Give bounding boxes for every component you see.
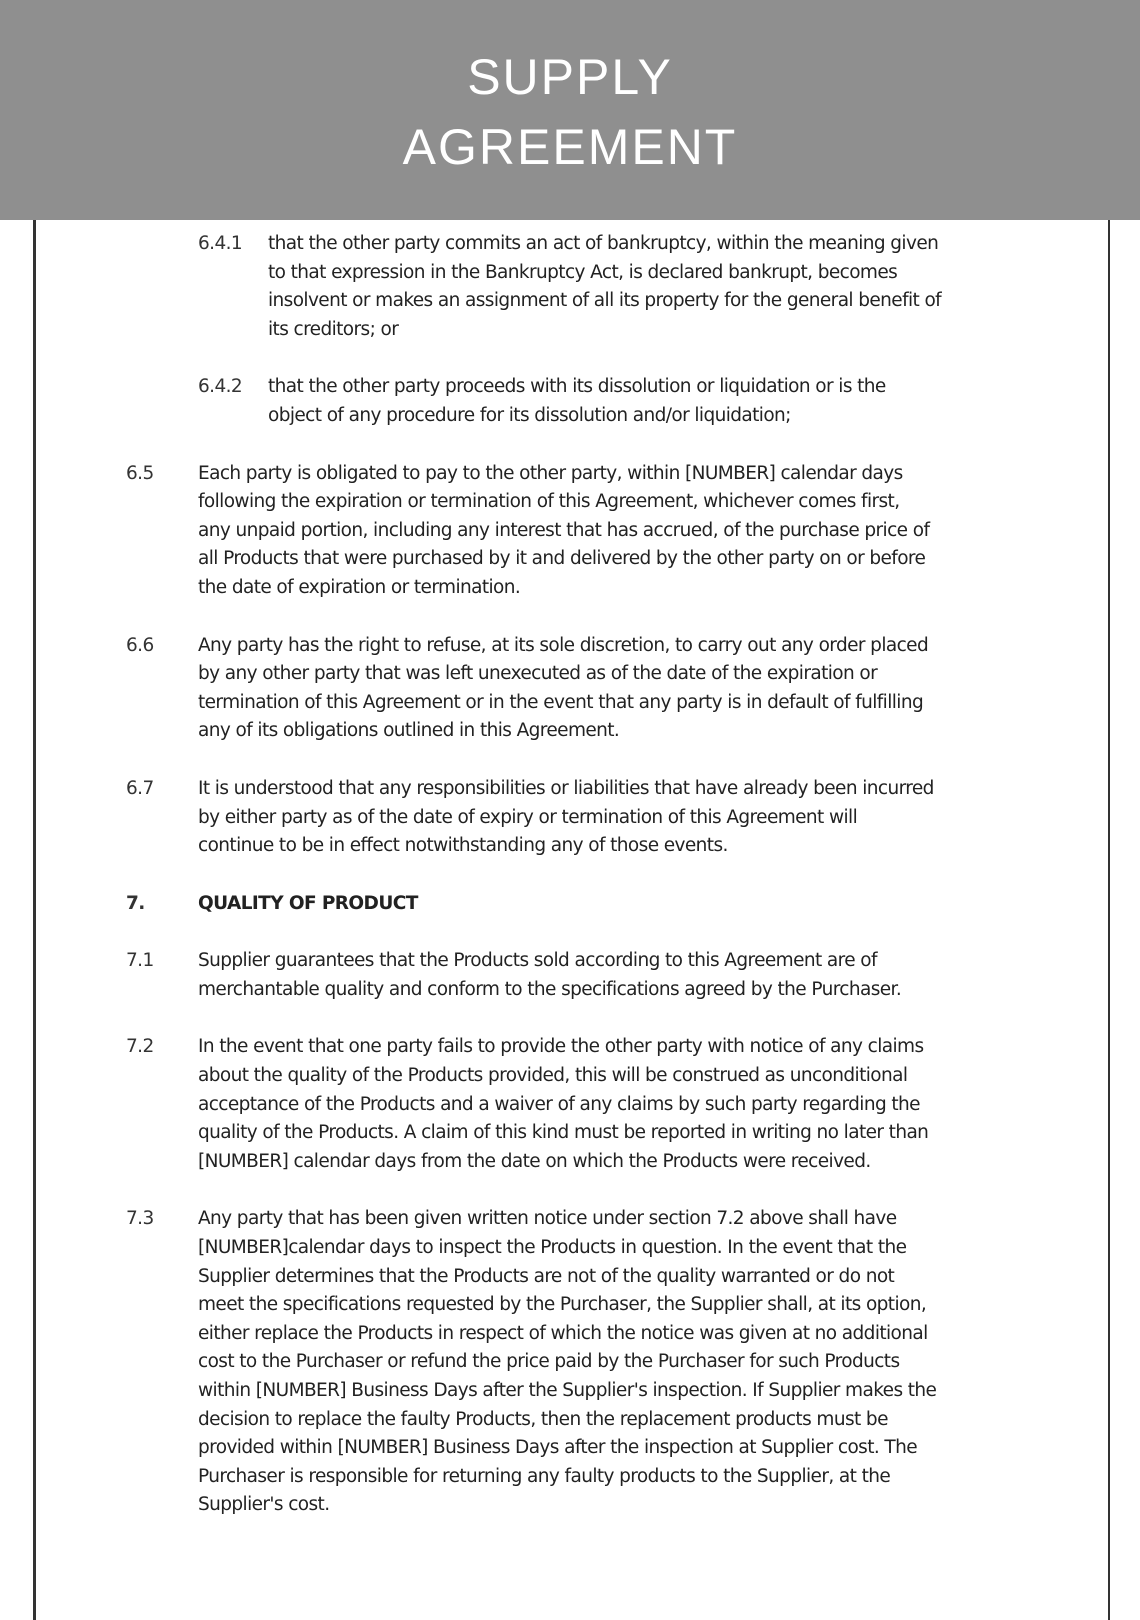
clause xyxy=(0,775,1140,861)
text-line: merchantable quality and conform to the specifications agreed by the Purchaser. xyxy=(198,978,902,1000)
text-line: Supplier determines that the Products are not of the quality warranted or do not xyxy=(198,1265,895,1287)
text-line: the date of expiration or termination. xyxy=(198,576,521,598)
text-line: QUALITY OF PRODUCT xyxy=(198,892,418,914)
text-line: meet the specifications requested by the Purchaser, the Supplier shall, at its option, xyxy=(198,1294,927,1316)
text-line: to that expression in the Bankruptcy Act, is declared bankrupt, becomes xyxy=(268,261,898,283)
section-heading xyxy=(0,890,1140,919)
clause-text xyxy=(198,947,1140,1004)
clause-text xyxy=(198,890,1140,919)
text-line: that the other party proceeds with its dissolution or liquidation or is the xyxy=(268,376,886,398)
text-line: Each party is obligated to pay to the other party, within [NUMBER] calendar days xyxy=(198,462,903,484)
clause-number: 7.2 xyxy=(126,1036,154,1058)
clause xyxy=(0,1205,1140,1520)
text-line: It is understood that any responsibilities or liabilities that have already been incurred xyxy=(198,777,934,799)
text-line: termination of this Agreement or in the event that any party is in default of fulfilling xyxy=(198,691,924,713)
text-line: Supplier guarantees that the Products sold according to this Agreement are of xyxy=(198,950,877,972)
text-line: quality of the Products. A claim of this kind must be reported in writing no later than xyxy=(198,1122,929,1144)
title-line-1: SUPPLY xyxy=(467,49,673,105)
text-line: any of its obligations outlined in this Agreement. xyxy=(198,720,620,742)
clause-number: 6.4.1 xyxy=(198,233,243,254)
clause-text xyxy=(198,775,1140,861)
text-line: Purchaser is responsible for returning any faulty products to the Supplier, at the xyxy=(198,1465,891,1487)
clause-number: 6.4.2 xyxy=(198,376,243,398)
clause-number: 7.3 xyxy=(126,1208,154,1230)
text-line: following the expiration or termination of this Agreement, whichever comes first, xyxy=(198,491,900,513)
text-line: its creditors; or xyxy=(268,318,399,340)
text-line: object of any procedure for its dissolution and/or liquidation; xyxy=(268,404,791,426)
clause xyxy=(0,1033,1140,1176)
document-body xyxy=(0,230,1140,1549)
clause-number: 6.5 xyxy=(126,462,154,484)
text-line: [NUMBER] calendar days from the date on which the Products were received. xyxy=(198,1150,871,1172)
clause-text xyxy=(198,1033,1140,1176)
text-line: by either party as of the date of expiry or termination of this Agreement will xyxy=(198,806,858,828)
title-banner xyxy=(0,0,1140,220)
clause xyxy=(0,460,1140,603)
clause-text xyxy=(198,632,1140,746)
clause-text xyxy=(198,1205,1140,1520)
clause-number: 7. xyxy=(126,892,145,914)
title-line-2: AGREEMENT xyxy=(402,119,738,175)
clause-number: 6.6 xyxy=(126,634,154,656)
text-line: either replace the Products in respect of which the notice was given at no additional xyxy=(198,1322,928,1344)
clause-number: 7.1 xyxy=(126,950,154,972)
clause xyxy=(0,632,1140,746)
clause xyxy=(0,947,1140,1004)
text-line: decision to replace the faulty Products, then the replacement products must be xyxy=(198,1408,888,1430)
clause-number: 6.7 xyxy=(126,777,154,799)
clause xyxy=(0,373,1140,430)
text-line: cost to the Purchaser or refund the price paid by the Purchaser for such Products xyxy=(198,1351,900,1373)
text-line: acceptance of the Products and a waiver of any claims by such party regarding the xyxy=(198,1093,920,1115)
text-line: Any party that has been given written notice under section 7.2 above shall have xyxy=(198,1208,897,1230)
text-line: by any other party that was left unexecuted as of the date of the expiration or xyxy=(198,663,878,685)
clause-text xyxy=(198,460,1140,603)
text-line: In the event that one party fails to provide the other party with notice of any claims xyxy=(198,1036,924,1058)
text-line: about the quality of the Products provided, this will be construed as unconditional xyxy=(198,1065,908,1087)
text-line: continue to be in effect notwithstanding any of those events. xyxy=(198,835,728,857)
text-line: Supplier's cost. xyxy=(198,1494,330,1516)
text-line: all Products that were purchased by it and delivered by the other party on or before xyxy=(198,548,926,570)
text-line: provided within [NUMBER] Business Days after the inspection at Supplier cost. The xyxy=(198,1437,918,1459)
clause-text xyxy=(268,373,1140,430)
text-line: that the other party commits an act of bankruptcy, within the meaning given xyxy=(268,233,939,254)
text-line: [NUMBER]calendar days to inspect the Products in question. In the event that the xyxy=(198,1237,907,1259)
text-line: insolvent or makes an assignment of all its property for the general benefit of xyxy=(268,290,942,312)
clause xyxy=(0,230,1140,344)
text-line: Any party has the right to refuse, at its sole discretion, to carry out any order placed xyxy=(198,634,929,656)
text-line: any unpaid portion, including any interest that has accrued, of the purchase price of xyxy=(198,519,930,541)
clause-text xyxy=(268,230,1140,344)
text-line: within [NUMBER] Business Days after the Supplier's inspection. If Supplier makes the xyxy=(198,1380,937,1401)
